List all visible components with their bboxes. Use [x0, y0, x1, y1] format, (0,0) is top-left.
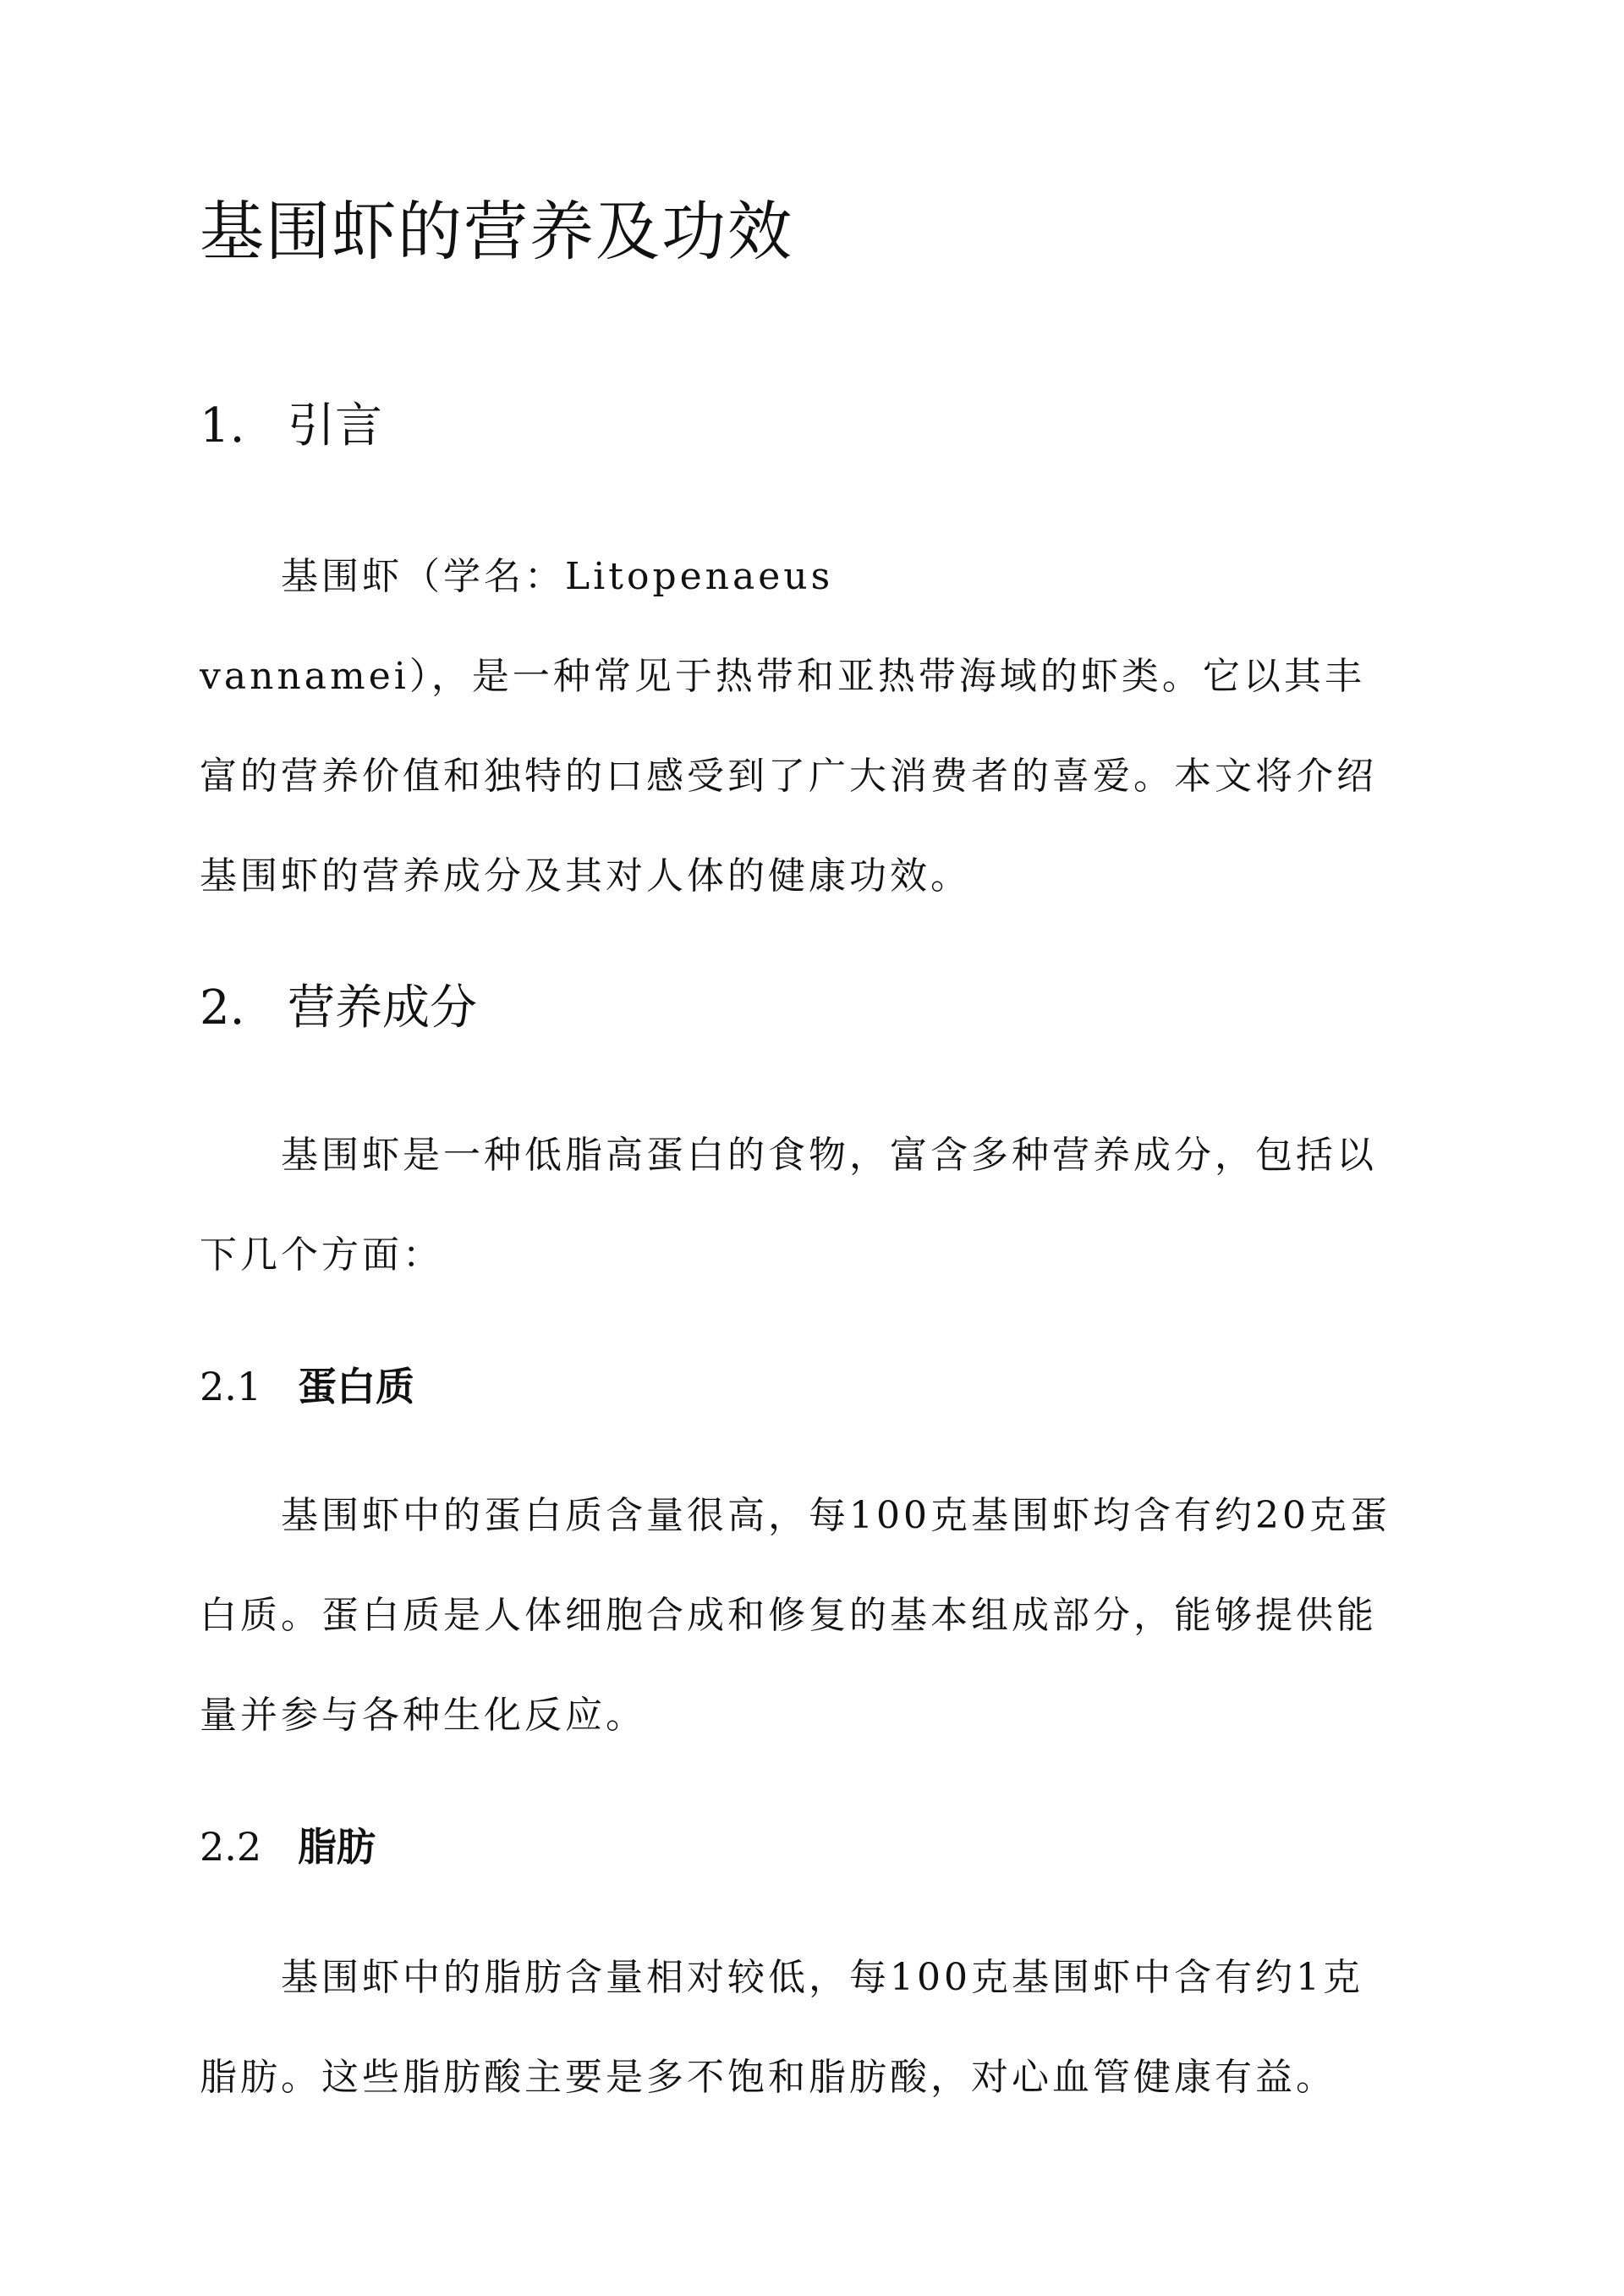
section-number: 2.: [200, 980, 245, 1035]
subsection-heading-protein: [200, 1364, 414, 1410]
subsection-title: 脂肪: [298, 1824, 376, 1870]
paragraph-line: 脂肪。这些脂肪酸主要是多不饱和脂肪酸，对心血管健康有益。: [200, 2056, 1336, 2099]
paragraph-line: 基围虾（学名：Litopenaeus: [281, 555, 834, 598]
paragraph-line: 量并参与各种生化反应。: [200, 1694, 646, 1737]
section-number: 1.: [200, 398, 245, 453]
paragraph-line: vannamei），是一种常见于热带和亚热带海域的虾类。它以其丰: [200, 655, 1365, 698]
section-heading-introduction: [200, 398, 382, 454]
paragraph-line: 下几个方面：: [200, 1233, 443, 1277]
paragraph-line: 白质。蛋白质是人体细胞合成和修复的基本组成部分，能够提供能: [200, 1594, 1377, 1637]
subsection-title: 蛋白质: [298, 1364, 414, 1409]
paragraph-line: 富的营养价值和独特的口感受到了广大消费者的喜爱。本文将介绍: [200, 755, 1377, 798]
paragraph-line: 基围虾中的脂肪含量相对较低，每100克基围虾中含有约1克: [281, 1956, 1363, 1999]
subsection-number: 2.2: [200, 1824, 262, 1870]
paragraph-line: 基围虾是一种低脂高蛋白的食物，富含多种营养成分，包括以: [281, 1134, 1377, 1177]
paragraph-line: 基围虾的营养成分及其对人体的健康功效。: [200, 854, 971, 898]
section-title: 营养成分: [288, 980, 477, 1035]
section-heading-nutrition: [200, 980, 477, 1036]
section-title: 引言: [288, 398, 382, 453]
paragraph-line: 基围虾中的蛋白质含量很高，每100克基围虾均含有约20克蛋: [281, 1494, 1391, 1537]
document-title: 基围虾的营养及功效: [200, 194, 793, 269]
subsection-number: 2.1: [200, 1364, 262, 1409]
subsection-heading-fat: [200, 1824, 376, 1870]
